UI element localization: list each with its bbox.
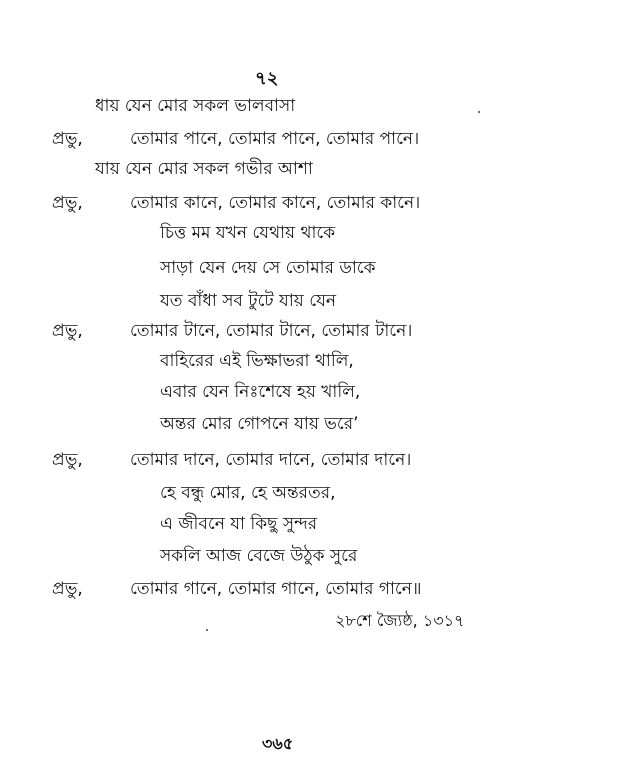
page-number: ৩৬৫: [262, 734, 294, 753]
line-4-prefix: প্রভু,: [52, 193, 83, 213]
poem-number: ৭২: [255, 68, 279, 89]
poem-line-15: সকলি আজ বেজে উঠুক সুরে: [160, 546, 358, 566]
poem-line-7: যত বাঁধা সব টুটে যায় যেন: [160, 291, 337, 311]
poem-line-14: এ জীবনে যা কিছু সুন্দর: [160, 514, 318, 534]
refrain-line-12: তোমার দানে, তোমার দানে, তোমার দানে।: [130, 450, 412, 470]
refrain-line-2: তোমার পানে, তোমার পানে, তোমার পানে।: [130, 129, 420, 149]
poem-line-11: অন্তর মোর গোপনে যায় ভরে’: [160, 414, 359, 434]
print-speck: [478, 111, 480, 113]
line-2-prefix: প্রভু,: [52, 129, 83, 149]
refrain-line-16: তোমার গানে, তোমার গানে, তোমার গানে॥: [130, 579, 422, 599]
poem-line-1: ধায় যেন মোর সকল ভালবাসা: [95, 96, 296, 116]
poem-line-10: এবার যেন নিঃশেষে হয় খালি,: [160, 382, 361, 402]
refrain-line-4: তোমার কানে, তোমার কানে, তোমার কানে।: [130, 193, 421, 213]
refrain-line-8: তোমার টানে, তোমার টানে, তোমার টানে।: [130, 321, 413, 341]
line-8-prefix: প্রভু,: [52, 321, 83, 341]
poem-date: ২৮শে জ্যৈষ্ঠ, ১৩১৭: [335, 611, 465, 630]
line-16-prefix: প্রভু,: [52, 579, 83, 599]
poem-line-13: হে বন্ধু মোর, হে অন্তরতর,: [160, 483, 336, 503]
poem-line-3: যায় যেন মোর সকল গভীর আশা: [95, 159, 313, 179]
print-speck: [206, 629, 208, 631]
line-12-prefix: প্রভু,: [52, 450, 83, 470]
poem-line-9: বাহিরের এই ভিক্ষাভরা থালি,: [160, 351, 354, 371]
poem-line-5: চিত্ত মম যখন যেথায় থাকে: [160, 223, 336, 243]
poem-line-6: সাড়া যেন দেয় সে তোমার ডাকে: [160, 258, 376, 278]
